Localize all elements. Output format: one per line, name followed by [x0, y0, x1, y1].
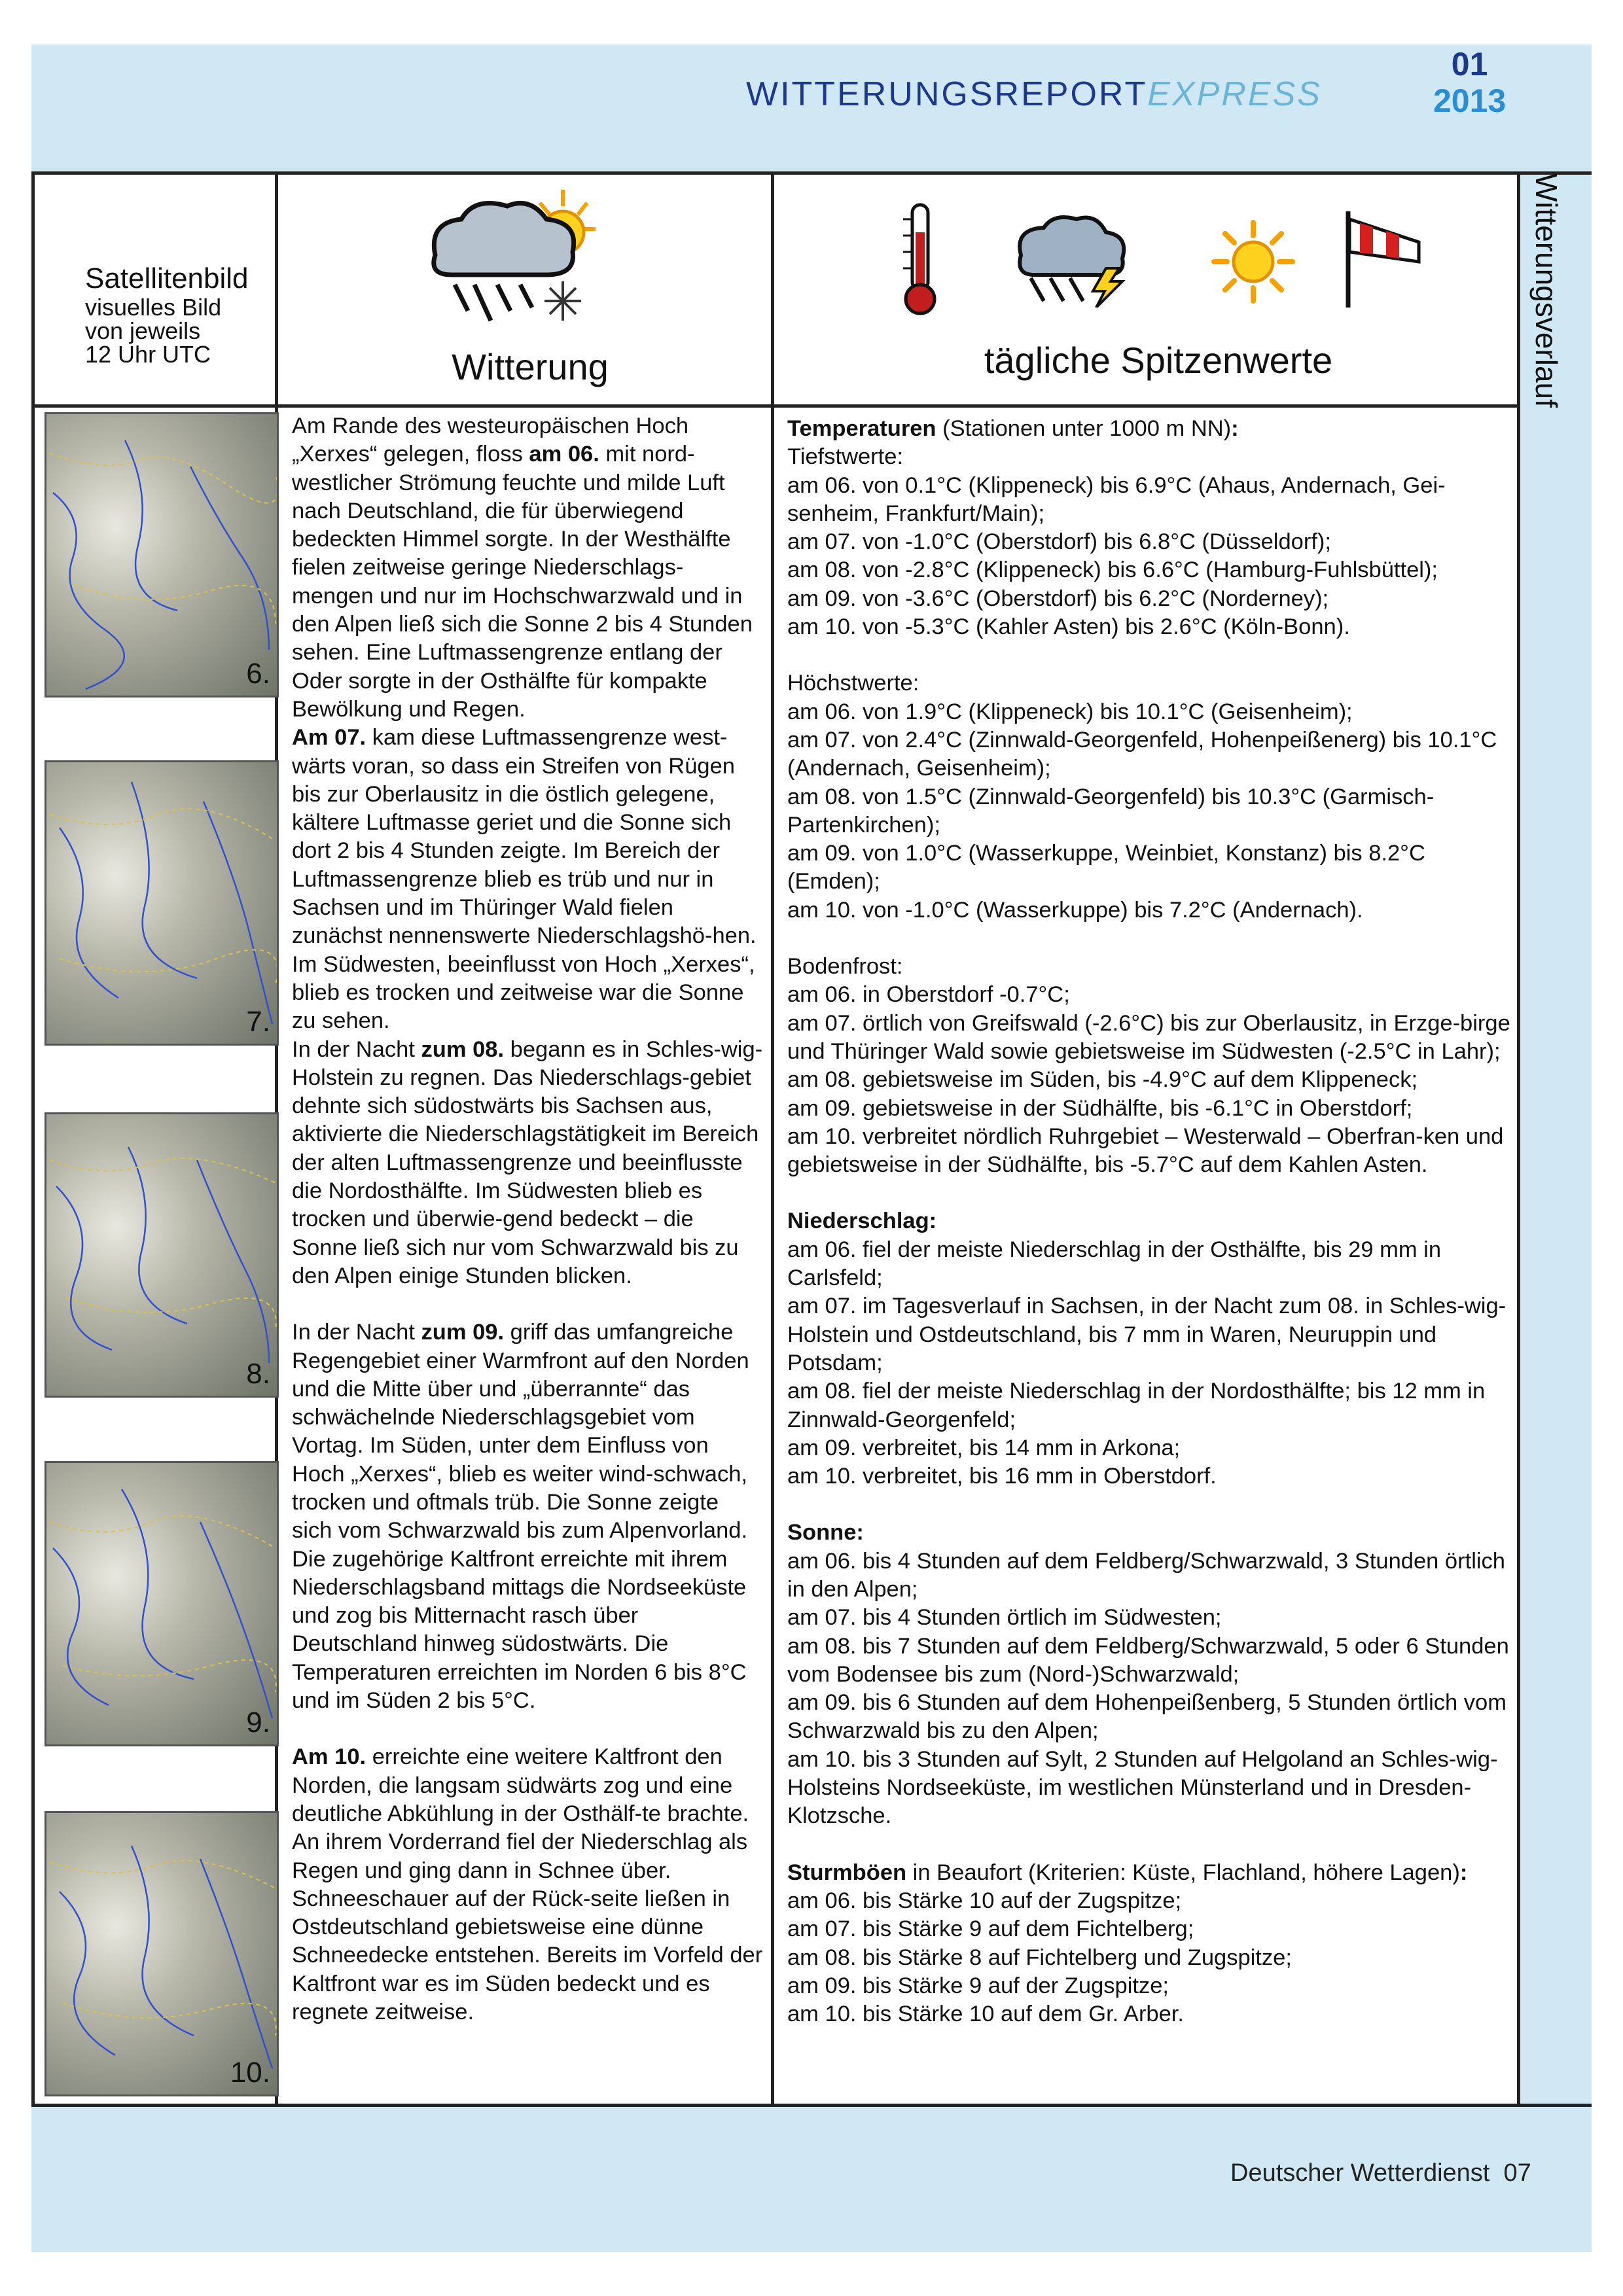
issue-number: 01 [1451, 46, 1488, 82]
sunshine-item: am 06. bis 4 Stunden auf dem Feldberg/Schwarzwald, 3 Stunden örtlich in den Alpen; [787, 1548, 1505, 1602]
ground-frost-item: am 06. in Oberstdorf -0.7°C; [787, 982, 1070, 1008]
satellite-image [45, 1461, 279, 1746]
max-temp-item: am 06. von 1.9°C (Klippeneck) bis 10.1°C (Geisenheim); [787, 699, 1353, 724]
peaks-column-title: tägliche Spitzenwerte [984, 340, 1333, 381]
precipitation-heading: Niederschlag: [787, 1209, 937, 1234]
col-divider-left [31, 171, 35, 2107]
precipitation-item: am 10. verbreitet, bis 16 mm in Oberstdorf. [787, 1464, 1217, 1489]
gusts-heading: Sturmböen in Beaufort (Kriterien: Küste, Flachland, höhere Lagen): [787, 1860, 1468, 1885]
sun-icon [1211, 219, 1296, 308]
page-number: 07 [1503, 2159, 1531, 2187]
paragraph-07: Am 07. kam diese Luftmassengrenze west-wärts voran, so dass ein Streifen von Rügen bis zur Oberlausitz in die östlich gelegene, kältere Luftmasse geriet und die Sonne sich dort 2 bis 4 Stunden zeigte. Im Bereich der Luftmassengrenze blieb es trüb und nur in Sachsen und im Thüringer Wald fielen zunächst nennenswerte Niederschlagshö-hen. Im Südwesten, beeinflusst von Hoch „Xerxes“, blieb es trocken und zeitweise war die Sonne zu sehen. [292, 725, 757, 1034]
min-temp-item: am 08. von -2.8°C (Klippeneck) bis 6.6°C (Hamburg-Fuhlsbüttel); [787, 557, 1438, 583]
satellite-day-label: 7. [246, 1006, 270, 1038]
paragraph-06: Am Rande des westeuropäischen Hoch „Xerxes“ gelegen, floss am 06. mit nord-westlicher Strömung feuchte und milde Luft nach Deutschland, die für überwiegend bedeckten Himmel sorgte. In der Westhälfte fielen zeitweise geringe Niederschlags-mengen und nur im Hochschwarzwald und in den Alpen ließ sich die Sonne 2 bis 4 Stunden sehen. Eine Luftmassengrenze entlang der Oder sorgte in der Osthälfte für kompakte Bewölkung und Regen. [292, 414, 753, 722]
paragraph-08: In der Nacht zum 08. begann es in Schles-wig-Holstein zu regnen. Das Niederschlags-gebiet dehnte sich südostwärts bis Sachsen aus, aktivierte die Niederschlagstätigkeit im Bereich der alten Luftmassengrenze und beeinflusste die Nordosthälfte. Im Südwesten blieb es trocken und überwie-gend bedeckt – die Sonne ließ sich nur vom Schwarzwald bis zu den Alpen einige Stunden blicken. [292, 1036, 763, 1288]
gusts-item: am 08. bis Stärke 8 auf Fichtelberg und Zugspitze; [787, 1945, 1292, 1970]
issue-year: 2013 [1433, 82, 1507, 119]
temperature-heading: Temperaturen (Stationen unter 1000 m NN): [787, 416, 1239, 441]
satellite-image [45, 760, 279, 1046]
daily-peaks [787, 415, 1514, 2028]
course-label: Witterungsverlauf [1529, 173, 1563, 408]
max-temp-item: am 07. von 2.4°C (Zinnwald-Georgenfeld, Hohenpeißenerg) bis 10.1°C (Andernach, Geisenheim); [787, 727, 1497, 781]
sunshine-item: am 07. bis 4 Stunden örtlich im Südwesten; [787, 1605, 1222, 1631]
max-temp-item: am 08. von 1.5°C (Zinnwald-Georgenfeld) bis 10.3°C (Garmisch-Partenkirchen); [787, 784, 1435, 838]
precipitation-item: am 07. im Tagesverlauf in Sachsen, in der Nacht zum 08. in Schles-wig-Holstein und Ostdeutschland, bis 7 mm in Waren, Neuruppin und Potsdam; [787, 1294, 1507, 1375]
cloud-sun-snow-icon [416, 177, 612, 344]
weather-description [292, 412, 763, 2026]
report-title: WITTERUNGSREPORTEXPRESS [746, 75, 1322, 113]
satellite-image [45, 1112, 279, 1398]
paragraph-10: Am 10. erreichte eine weitere Kaltfront den Norden, die langsam südwärts zog und eine deutliche Abkühlung in der Osthälf-te brachte. An ihrem Vorderrand fiel der Niederschlag als Regen und ging dann in Schnee über. Schneeschauer auf der Rück-seite ließen in Ostdeutschland gebietsweise eine dünne Schneedecke entstehen. Bereits im Vorfeld der Kaltfront war es im Süden bedeckt und es regnete zeitweise. [292, 1744, 763, 2025]
col-divider-2 [771, 171, 774, 2107]
gusts-item: am 09. bis Stärke 9 auf der Zugspitze; [787, 1973, 1169, 1998]
sunshine-heading: Sonne: [787, 1520, 864, 1545]
ground-frost-item: am 09. gebietsweise in der Südhälfte, bis -6.1°C in Oberstdorf; [787, 1095, 1413, 1121]
max-temp-item: am 09. von 1.0°C (Wasserkuppe, Weinbiet, Konstanz) bis 8.2°C (Emden); [787, 841, 1425, 894]
col-divider-3 [1517, 171, 1520, 2107]
gusts-item: am 07. bis Stärke 9 auf dem Fichtelberg; [787, 1916, 1194, 1942]
paragraph-09: In der Nacht zum 09. griff das umfangreiche Regengebiet einer Warmfront auf den Norden und die Mitte über und „überrannte“ das schwächelnde Niederschlagsgebiet vom Vortag. Im Süden, unter dem Einfluss von Hoch „Xerxes“, blieb es weiter wind-schwach, trocken und oftmals trüb. Die Sonne zeigte sich vom Schwarzwald bis zum Alpenvorland. Die zugehörige Kaltfront erreichte mit ihrem Niederschlagsband mittags die Nordseeküste und zog bis Mitternacht rasch über Deutschland hinweg südostwärts. Die Temperaturen erreichten im Norden 6 bis 8°C und im Süden 2 bis 5°C. [292, 1320, 749, 1714]
page-footer [1230, 2159, 1531, 2187]
min-temp-item: am 10. von -5.3°C (Kahler Asten) bis 2.6°C (Köln-Bonn). [787, 614, 1350, 640]
ground-frost-label: Bodenfrost: [787, 954, 903, 980]
precipitation-item: am 09. verbreitet, bis 14 mm in Arkona; [787, 1435, 1181, 1460]
sunshine-item: am 10. bis 3 Stunden auf Sylt, 2 Stunden auf Helgoland an Schles-wig-Holsteins Nordseeküste, im westlichen Münsterland und in Dresden-Klotzsche. [787, 1746, 1498, 1829]
min-temp-item: am 09. von -3.6°C (Oberstdorf) bis 6.2°C (Norderney); [787, 586, 1329, 611]
thermometer-icon [898, 200, 944, 321]
ground-frost-item: am 08. gebietsweise im Süden, bis -4.9°C auf dem Klippeneck; [787, 1067, 1418, 1093]
satellite-day-label: 10. [230, 2057, 270, 2089]
precipitation-item: am 08. fiel der meiste Niederschlag in der Nordosthälfte; bis 12 mm in Zinnwald-Georgenfeld; [787, 1379, 1486, 1432]
satellite-image [45, 412, 279, 698]
min-temp-item: am 06. von 0.1°C (Klippeneck) bis 6.9°C (Ahaus, Andernach, Gei-senheim, Frankfurt/Main); [787, 472, 1446, 526]
weather-column-title: Witterung [452, 346, 609, 387]
satellite-day-label: 8. [246, 1358, 270, 1390]
satellite-day-label: 6. [246, 658, 270, 690]
side-band [1520, 171, 1592, 2107]
table-bottom-border [31, 2104, 1592, 2107]
storm-cloud-icon [1008, 209, 1132, 311]
sunshine-item: am 08. bis 7 Stunden auf dem Feldberg/Schwarzwald, 5 oder 6 Stunden vom Bodensee bis zum (Nord-)Schwarzwald; [787, 1633, 1509, 1687]
gusts-item: am 06. bis Stärke 10 auf der Zugspitze; [787, 1888, 1182, 1913]
max-temp-item: am 10. von -1.0°C (Wasserkuppe) bis 7.2°C (Andernach). [787, 897, 1363, 923]
satellite-image [45, 1811, 279, 2096]
ground-frost-item: am 07. örtlich von Greifswald (-2.6°C) bis zur Oberlausitz, in Erzge-birge und Thüringer Wald sowie gebietsweise im Südwesten (-2.5°C in Lahr); [787, 1010, 1510, 1064]
table-top-border [31, 171, 1592, 175]
satellite-day-label: 9. [246, 1706, 270, 1739]
windsock-icon [1340, 206, 1432, 314]
min-temp-label: Tiefstwerte: [787, 444, 904, 470]
table-header-divider [31, 404, 1520, 408]
issue-badge [1433, 46, 1506, 119]
sunshine-item: am 09. bis 6 Stunden auf dem Hohenpeißenberg, 5 Stunden örtlich vom Schwarzwald bis zu den Alpen; [787, 1690, 1507, 1744]
max-temp-label: Höchstwerte: [787, 671, 919, 696]
precipitation-item: am 06. fiel der meiste Niederschlag in der Osthälfte, bis 29 mm in Carlsfeld; [787, 1237, 1442, 1291]
publisher-name: Deutscher Wetterdienst [1230, 2159, 1490, 2187]
ground-frost-item: am 10. verbreitet nördlich Ruhrgebiet – Westerwald – Oberfran-ken und gebietsweise in der Südhälfte, bis -5.7°C auf dem Kahlen Asten. [787, 1123, 1504, 1178]
satellite-column-header: Satellitenbild visuelles Bild von jeweils 12 Uhr UTC [85, 262, 249, 368]
min-temp-item: am 07. von -1.0°C (Oberstdorf) bis 6.8°C (Düsseldorf); [787, 529, 1331, 555]
gusts-item: am 10. bis Stärke 10 auf dem Gr. Arber. [787, 2002, 1184, 2027]
